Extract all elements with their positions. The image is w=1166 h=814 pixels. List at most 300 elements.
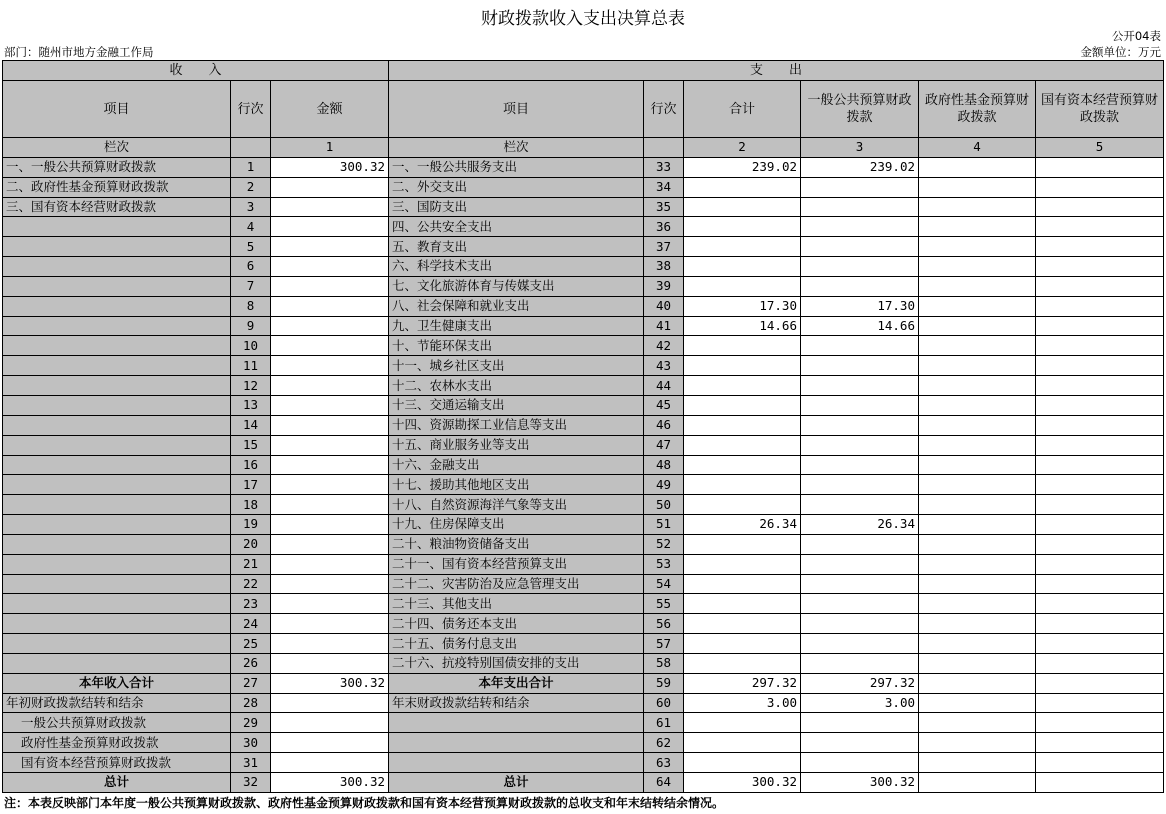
- income-amount: [271, 574, 389, 594]
- expense-row-no: 42: [644, 336, 684, 356]
- expense-general: [801, 713, 919, 733]
- income-item: [3, 415, 231, 435]
- expense-total: [684, 614, 801, 634]
- income-amount: [271, 753, 389, 773]
- table-row: [3, 455, 1164, 475]
- income-item: [3, 356, 231, 376]
- table-row: [3, 614, 1164, 634]
- expense-item: 三、国防支出: [389, 197, 644, 217]
- expense-row-no: 36: [644, 217, 684, 237]
- expense-row-no: 40: [644, 296, 684, 316]
- expense-total: [684, 415, 801, 435]
- expense-total: [684, 177, 801, 197]
- income-row-no: 30: [231, 733, 271, 753]
- income-row-no: 27: [231, 673, 271, 693]
- expense-total: [684, 197, 801, 217]
- income-item: [3, 455, 231, 475]
- expense-row-no: 62: [644, 733, 684, 753]
- expense-general: [801, 614, 919, 634]
- expense-state: [1036, 614, 1164, 634]
- table-row: [3, 634, 1164, 654]
- expense-row-no: 38: [644, 257, 684, 277]
- expense-state: [1036, 276, 1164, 296]
- expense-row-no: 47: [644, 435, 684, 455]
- income-row-no: 5: [231, 237, 271, 257]
- income-amount: [271, 336, 389, 356]
- expense-fund: [919, 177, 1036, 197]
- expense-fund: [919, 614, 1036, 634]
- table-row: [3, 177, 1164, 197]
- expense-general: [801, 395, 919, 415]
- expense-state: [1036, 455, 1164, 475]
- income-amount: [271, 614, 389, 634]
- section-header-row: [3, 61, 1164, 81]
- income-amount: [271, 356, 389, 376]
- expense-total: [684, 237, 801, 257]
- income-amount: [271, 733, 389, 753]
- income-row-no: 12: [231, 376, 271, 396]
- income-row-no: 21: [231, 554, 271, 574]
- carry-in-label: 年初财政拨款结转和结余: [3, 693, 231, 713]
- expense-state: [1036, 336, 1164, 356]
- expense-fund: [919, 157, 1036, 177]
- expense-row-no: 50: [644, 495, 684, 515]
- grand-income-amount: 300.32: [271, 773, 389, 793]
- expense-row-no-header: 行次: [644, 81, 684, 138]
- expense-item: 九、卫生健康支出: [389, 316, 644, 336]
- income-row-no: 25: [231, 634, 271, 654]
- expense-item: 十一、城乡社区支出: [389, 356, 644, 376]
- expense-total: [684, 356, 801, 376]
- expense-item: 二、外交支出: [389, 177, 644, 197]
- table-row: [3, 157, 1164, 177]
- expense-general: [801, 415, 919, 435]
- expense-general: 17.30: [801, 296, 919, 316]
- expense-total: [684, 217, 801, 237]
- income-amount: [271, 237, 389, 257]
- income-row-no-header: 行次: [231, 81, 271, 138]
- income-amount: [271, 693, 389, 713]
- expense-row-no: 34: [644, 177, 684, 197]
- expense-state: [1036, 534, 1164, 554]
- expense-row-no: 63: [644, 753, 684, 773]
- table-row: [3, 475, 1164, 495]
- grand-total-label: 总计: [3, 773, 231, 793]
- income-item: [3, 574, 231, 594]
- expense-state: [1036, 515, 1164, 535]
- expense-total: [684, 336, 801, 356]
- expense-fund: [919, 435, 1036, 455]
- income-row-no: 31: [231, 753, 271, 773]
- grand-expense-general: 300.32: [801, 773, 919, 793]
- income-amount: [271, 713, 389, 733]
- income-item: 二、政府性基金预算财政拨款: [3, 177, 231, 197]
- total-header: 合计: [684, 81, 801, 138]
- expense-general: 14.66: [801, 316, 919, 336]
- expense-item: 十六、金融支出: [389, 455, 644, 475]
- table-row: [3, 753, 1164, 773]
- table-row: [3, 197, 1164, 217]
- expense-lanci-label: 栏次: [389, 138, 644, 158]
- carry-out-general: 3.00: [801, 693, 919, 713]
- expense-total: [684, 257, 801, 277]
- expense-fund: [919, 395, 1036, 415]
- expense-fund: [919, 356, 1036, 376]
- expense-state: [1036, 773, 1164, 793]
- income-amount: [271, 475, 389, 495]
- income-amount: [271, 316, 389, 336]
- expense-row-no: 51: [644, 515, 684, 535]
- table-row: [3, 415, 1164, 435]
- income-row-no: 3: [231, 197, 271, 217]
- income-row-no: 17: [231, 475, 271, 495]
- expense-state: [1036, 594, 1164, 614]
- expense-item: [389, 713, 644, 733]
- expense-state: [1036, 634, 1164, 654]
- expense-item-header: 项目: [389, 81, 644, 138]
- expense-fund: [919, 197, 1036, 217]
- expense-item: 十四、资源勘探工业信息等支出: [389, 415, 644, 435]
- income-row-no: 2: [231, 177, 271, 197]
- expense-fund: [919, 336, 1036, 356]
- expense-state: [1036, 495, 1164, 515]
- expense-fund: [919, 237, 1036, 257]
- income-row-no: 29: [231, 713, 271, 733]
- expense-fund: [919, 693, 1036, 713]
- expense-fund: [919, 673, 1036, 693]
- expense-state: [1036, 673, 1164, 693]
- table-row: [3, 653, 1164, 673]
- expense-state: [1036, 574, 1164, 594]
- table-row: [3, 296, 1164, 316]
- expense-fund: [919, 257, 1036, 277]
- income-row-no: 4: [231, 217, 271, 237]
- income-row-no: 11: [231, 356, 271, 376]
- income-amount: 300.32: [271, 157, 389, 177]
- expense-state: [1036, 653, 1164, 673]
- expense-item: 十八、自然资源海洋气象等支出: [389, 495, 644, 515]
- expense-item: 二十三、其他支出: [389, 594, 644, 614]
- expense-state: [1036, 177, 1164, 197]
- expense-general: [801, 336, 919, 356]
- expense-total: 26.34: [684, 515, 801, 535]
- general-budget-header: 一般公共预算财政拨款: [801, 81, 919, 138]
- carry-out-total: 3.00: [684, 693, 801, 713]
- expense-state: [1036, 257, 1164, 277]
- income-row-no: 23: [231, 594, 271, 614]
- expense-general: [801, 653, 919, 673]
- expense-total: [684, 455, 801, 475]
- income-item: [3, 217, 231, 237]
- income-row-no: 1: [231, 157, 271, 177]
- expense-item: 一、一般公共服务支出: [389, 157, 644, 177]
- expense-item: 二十五、债务付息支出: [389, 634, 644, 654]
- expense-row-no: 49: [644, 475, 684, 495]
- table-row: [3, 237, 1164, 257]
- expense-row-no: 59: [644, 673, 684, 693]
- income-amount: [271, 376, 389, 396]
- expense-total: [684, 594, 801, 614]
- expense-total: [684, 276, 801, 296]
- expense-fund: [919, 534, 1036, 554]
- income-row-no: 24: [231, 614, 271, 634]
- budget-table: [2, 60, 1164, 793]
- expense-row-no: 52: [644, 534, 684, 554]
- table-row: [3, 316, 1164, 336]
- carry-out-label: 年末财政拨款结转和结余: [389, 693, 644, 713]
- income-item: 一、一般公共预算财政拨款: [3, 157, 231, 177]
- expense-section-header: 支 出: [389, 61, 1164, 81]
- expense-row-no: 35: [644, 197, 684, 217]
- expense-total: [684, 554, 801, 574]
- table-row: [3, 276, 1164, 296]
- expense-total: [684, 733, 801, 753]
- expense-item: 十五、商业服务业等支出: [389, 435, 644, 455]
- expense-item: 十、节能环保支出: [389, 336, 644, 356]
- state-capital-header: 国有资本经营预算财政拨款: [1036, 81, 1164, 138]
- expense-general: [801, 475, 919, 495]
- income-row-no: 16: [231, 455, 271, 475]
- expense-state: [1036, 713, 1164, 733]
- expense-fund: [919, 653, 1036, 673]
- expense-state: [1036, 435, 1164, 455]
- expense-total: 239.02: [684, 157, 801, 177]
- form-number: 公开04表: [1111, 29, 1161, 43]
- expense-general: 239.02: [801, 157, 919, 177]
- expense-row-no: 60: [644, 693, 684, 713]
- expense-state: [1036, 395, 1164, 415]
- expense-total: [684, 475, 801, 495]
- expense-fund: [919, 475, 1036, 495]
- expense-general: [801, 237, 919, 257]
- expense-fund: [919, 455, 1036, 475]
- expense-general: [801, 574, 919, 594]
- expense-general: [801, 376, 919, 396]
- table-row: [3, 356, 1164, 376]
- expense-state: [1036, 554, 1164, 574]
- expense-general: [801, 753, 919, 773]
- fund-budget-header: 政府性基金预算财政拨款: [919, 81, 1036, 138]
- income-amount: [271, 197, 389, 217]
- column-header-row: [3, 81, 1164, 138]
- income-row-no: 14: [231, 415, 271, 435]
- table-row: [3, 693, 1164, 713]
- income-item: [3, 634, 231, 654]
- expense-state: [1036, 237, 1164, 257]
- grand-expense-total: 300.32: [684, 773, 801, 793]
- table-row: [3, 713, 1164, 733]
- expense-row-no: 55: [644, 594, 684, 614]
- income-amount: [271, 415, 389, 435]
- income-amount: [271, 455, 389, 475]
- expense-row-no: 56: [644, 614, 684, 634]
- expense-row-no: 64: [644, 773, 684, 793]
- col-number: 4: [919, 138, 1036, 158]
- table-row: [3, 673, 1164, 693]
- expense-item: 八、社会保障和就业支出: [389, 296, 644, 316]
- table-row: [3, 574, 1164, 594]
- expense-state: [1036, 157, 1164, 177]
- grand-total-label: 总计: [389, 773, 644, 793]
- expense-row-no: 44: [644, 376, 684, 396]
- expense-state: [1036, 356, 1164, 376]
- expense-total: [684, 534, 801, 554]
- income-row-no: 7: [231, 276, 271, 296]
- expense-item: [389, 753, 644, 773]
- expense-total: [684, 574, 801, 594]
- income-row-no: 18: [231, 495, 271, 515]
- expense-total: [684, 753, 801, 773]
- report-title: 财政拨款收入支出决算总表: [481, 9, 685, 29]
- expense-row-no: 41: [644, 316, 684, 336]
- expense-row-no: 57: [644, 634, 684, 654]
- expense-total: [684, 495, 801, 515]
- expense-fund: [919, 574, 1036, 594]
- expense-state: [1036, 217, 1164, 237]
- income-item: [3, 316, 231, 336]
- income-item-header: 项目: [3, 81, 231, 138]
- expense-general: [801, 733, 919, 753]
- expense-total: [684, 634, 801, 654]
- income-item: 三、国有资本经营财政拨款: [3, 197, 231, 217]
- expense-fund: [919, 376, 1036, 396]
- expense-item: 十二、农林水支出: [389, 376, 644, 396]
- expense-general: [801, 276, 919, 296]
- expense-item: 十三、交通运输支出: [389, 395, 644, 415]
- expense-state: [1036, 693, 1164, 713]
- income-amount: [271, 534, 389, 554]
- expense-general: 26.34: [801, 515, 919, 535]
- carry-in-sub-item: 一般公共预算财政拨款: [3, 713, 231, 733]
- expense-state: [1036, 415, 1164, 435]
- carry-in-sub-item: 国有资本经营预算财政拨款: [3, 753, 231, 773]
- income-amount: [271, 395, 389, 415]
- expense-general: [801, 356, 919, 376]
- carry-in-sub-item: 政府性基金预算财政拨款: [3, 733, 231, 753]
- income-row-no: 22: [231, 574, 271, 594]
- table-row: [3, 515, 1164, 535]
- expense-row-no: 53: [644, 554, 684, 574]
- expense-item: 二十二、灾害防治及应急管理支出: [389, 574, 644, 594]
- income-amount: [271, 653, 389, 673]
- expense-total: [684, 395, 801, 415]
- income-item: [3, 594, 231, 614]
- expense-row-no: 46: [644, 415, 684, 435]
- expense-item: 十九、住房保障支出: [389, 515, 644, 535]
- expense-item: [389, 733, 644, 753]
- expense-total: [684, 653, 801, 673]
- expense-general: [801, 554, 919, 574]
- income-amount: [271, 217, 389, 237]
- income-row-no: 20: [231, 534, 271, 554]
- income-item: [3, 534, 231, 554]
- income-section-header: 收 入: [3, 61, 389, 81]
- table-row: [3, 495, 1164, 515]
- expense-fund: [919, 217, 1036, 237]
- income-item: [3, 614, 231, 634]
- expense-fund: [919, 713, 1036, 733]
- expense-item: 四、公共安全支出: [389, 217, 644, 237]
- expense-fund: [919, 773, 1036, 793]
- expense-fund: [919, 495, 1036, 515]
- income-item: [3, 495, 231, 515]
- expense-total: 14.66: [684, 316, 801, 336]
- expense-item: 二十一、国有资本经营预算支出: [389, 554, 644, 574]
- expense-row-no: 45: [644, 395, 684, 415]
- income-row-no: 10: [231, 336, 271, 356]
- income-amount: [271, 177, 389, 197]
- income-item: [3, 376, 231, 396]
- expense-general: [801, 455, 919, 475]
- table-row: [3, 534, 1164, 554]
- income-item: [3, 336, 231, 356]
- expense-general-amount: 297.32: [801, 673, 919, 693]
- expense-item: 十七、援助其他地区支出: [389, 475, 644, 495]
- table-row: [3, 733, 1164, 753]
- table-row: [3, 257, 1164, 277]
- expense-state: [1036, 316, 1164, 336]
- expense-row-no: 54: [644, 574, 684, 594]
- income-row-no: 32: [231, 773, 271, 793]
- expense-total: 17.30: [684, 296, 801, 316]
- expense-state: [1036, 296, 1164, 316]
- expense-fund: [919, 276, 1036, 296]
- income-item: [3, 395, 231, 415]
- blank-cell: [644, 138, 684, 158]
- expense-general: [801, 634, 919, 654]
- income-item: [3, 237, 231, 257]
- expense-row-no: 61: [644, 713, 684, 733]
- expense-item: 六、科学技术支出: [389, 257, 644, 277]
- expense-row-no: 58: [644, 653, 684, 673]
- expense-state: [1036, 753, 1164, 773]
- income-total-amount: 300.32: [271, 673, 389, 693]
- expense-item: 七、文化旅游体育与传媒支出: [389, 276, 644, 296]
- expense-general: [801, 435, 919, 455]
- column-number-row: [3, 138, 1164, 158]
- expense-fund: [919, 634, 1036, 654]
- income-amount: [271, 257, 389, 277]
- expense-row-no: 39: [644, 276, 684, 296]
- income-item: [3, 435, 231, 455]
- expense-total: [684, 435, 801, 455]
- income-row-no: 28: [231, 693, 271, 713]
- col-number: 3: [801, 138, 919, 158]
- income-row-no: 26: [231, 653, 271, 673]
- col-number: 2: [684, 138, 801, 158]
- income-row-no: 9: [231, 316, 271, 336]
- expense-state: [1036, 197, 1164, 217]
- table-row: [3, 594, 1164, 614]
- income-amount: [271, 594, 389, 614]
- expense-general: [801, 495, 919, 515]
- income-lanci-label: 栏次: [3, 138, 231, 158]
- col-number: 5: [1036, 138, 1164, 158]
- col-number: 1: [271, 138, 389, 158]
- table-row: [3, 376, 1164, 396]
- expense-fund: [919, 733, 1036, 753]
- income-row-no: 6: [231, 257, 271, 277]
- expense-fund: [919, 316, 1036, 336]
- income-item: [3, 515, 231, 535]
- income-amount: [271, 515, 389, 535]
- table-row: [3, 773, 1164, 793]
- expense-total-amount: 297.32: [684, 673, 801, 693]
- expense-fund: [919, 554, 1036, 574]
- table-row: [3, 435, 1164, 455]
- table-row: [3, 336, 1164, 356]
- expense-fund: [919, 515, 1036, 535]
